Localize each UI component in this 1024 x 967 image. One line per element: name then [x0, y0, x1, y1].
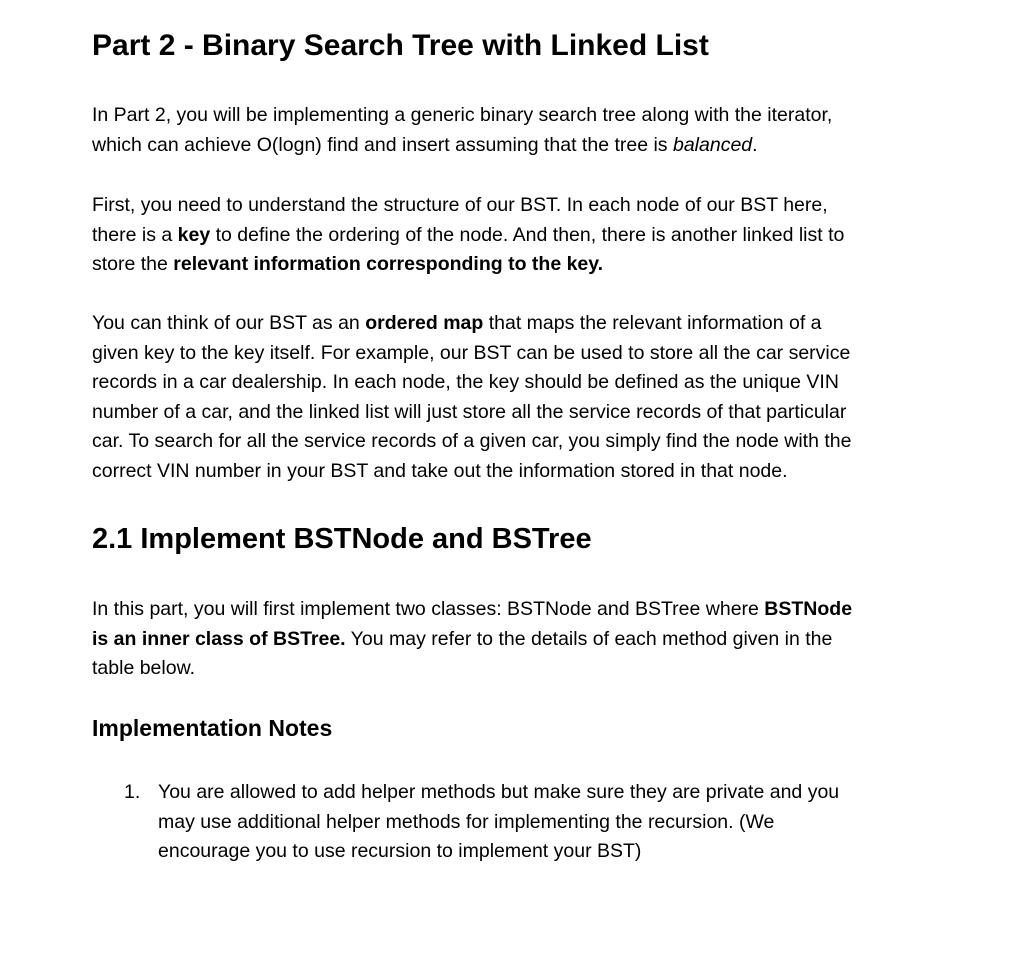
section-2-1-paragraph	[92, 595, 937, 684]
list-item-number: 1.	[124, 781, 141, 803]
intro-line-1: In Part 2, you will be implementing a generic binary search tree along with the iterator,	[92, 104, 833, 126]
section-text: You may refer to the details of each method given in the	[345, 627, 833, 650]
section-heading-2-1: 2.1 Implement BSTNode and BSTree	[92, 523, 592, 555]
note-line-3: encourage you to use recursion to implement your BST)	[158, 840, 642, 862]
map-line-4: number of a car, and the linked list will just store all the service records of that particular	[92, 400, 847, 423]
structure-text: to define the ordering of the node. And then, there is another linked list to	[210, 223, 845, 246]
map-line-3: records in a car dealership. In each node, the key should be defined as the unique VIN	[92, 371, 839, 393]
ordered-map-paragraph	[92, 309, 937, 486]
ordered-map-bold: ordered map	[365, 312, 484, 334]
map-text: that maps the relevant information of a	[483, 312, 822, 334]
page-title: Part 2 - Binary Search Tree with Linked List	[92, 29, 709, 62]
section-2-1-line-3: table below.	[92, 657, 195, 679]
intro-period: .	[752, 133, 758, 156]
implementation-notes-heading: Implementation Notes	[92, 715, 333, 741]
intro-line-2	[92, 131, 937, 161]
bstnode-bold: BSTNode	[764, 598, 853, 620]
map-line-6: correct VIN number in your BST and take out the information stored in that node.	[92, 459, 788, 482]
structure-text: store the	[92, 253, 174, 275]
structure-line-1: First, you need to understand the structure of our BST. In each node of our BST here,	[92, 194, 828, 216]
structure-text: there is a	[92, 223, 178, 246]
note-line-2: may use additional helper methods for implementing the recursion. (We	[158, 810, 775, 833]
intro-paragraph	[92, 101, 937, 160]
section-text: In this part, you will first implement two classes: BSTNode and BSTree where	[92, 598, 765, 620]
map-line-1	[92, 309, 937, 339]
structure-paragraph	[92, 191, 937, 280]
intro-text: which can achieve O(logn) find and insert assuming that the tree is	[92, 133, 673, 156]
key-bold: key	[177, 223, 211, 246]
map-text: You can think of our BST as an	[92, 312, 366, 334]
structure-line-3	[92, 250, 937, 280]
note-line-1: You are allowed to add helper methods but make sure they are private and you	[158, 781, 840, 803]
inner-class-bold: is an inner class of BSTree.	[92, 627, 346, 650]
map-line-2: given key to the key itself. For example, our BST can be used to store all the car service	[92, 341, 851, 364]
section-2-1-line-2	[92, 625, 937, 655]
balanced-emphasis: balanced	[672, 133, 753, 156]
structure-line-2	[92, 221, 937, 251]
list-item	[92, 778, 942, 867]
relevant-info-bold: relevant information corresponding to the key.	[173, 253, 604, 275]
map-line-5: car. To search for all the service records of a given car, you simply find the node with the	[92, 430, 852, 452]
section-2-1-line-1	[92, 595, 937, 625]
implementation-notes-list	[92, 778, 942, 867]
